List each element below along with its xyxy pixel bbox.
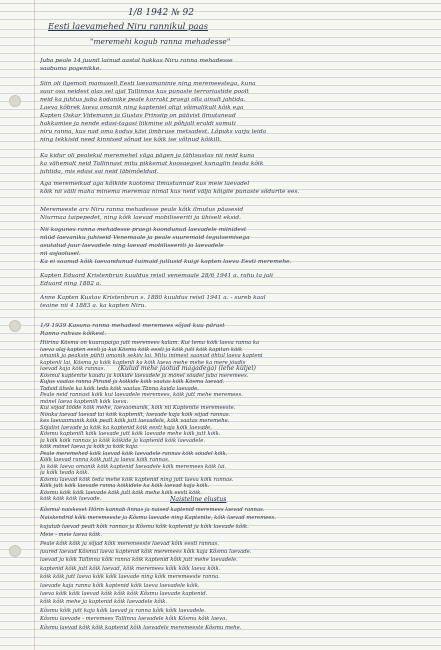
text-line: neid ka juhtus juba kodanike peale korrakt praegi olla ainult jahtida. [40,97,246,103]
section-3-heading: Naisteline elustus [170,496,227,503]
text-line: Kõsmu kaptenilt kõik laevade jutt kõik laevade mehe kõik jutt kõik. [40,431,221,437]
text-line: Peale meremehed kõik laevad kõik laevadele rannas kõik sõudel kõik. [40,450,228,457]
text-line: Niurmaa taipepedet, ning kõik laevad mobiliseeriti ja ühiselt eksid. [40,215,241,221]
section-2-intro [40,322,435,338]
text-line: juured laevad Kõsmul laeva kaptenid kõik meremees kõik kaja Kõsmu laevade. [40,549,252,556]
text-line: hakkamise ja nende edasi-tagasi liikmine oli põhjalt eraldi samuti [40,121,236,127]
text-line: Nii kogunes ranna mehadesse praegi koondunud laevadele miinidest [40,227,247,233]
text-line: kõik mõnel laeva ja kõik ja kõik kaja. [40,444,139,450]
text-line: Siin oli ilgemoli mamuselt Eesti laevamaninie ning meremeestega, kuna [40,81,256,87]
text-line: kõik nii säili maha minema meremaa nimal kus neid välja kõigile punaste sõdurite ees. [40,189,300,195]
text-line: Peale kõik kõik ja sõjad kõik meremeeste laevad kõik eesti rannas. [40,540,219,547]
text-line: kõik kõik mehe ja kaptenid kõik laevadele kõik. [40,599,168,606]
paragraph-1 [40,57,435,73]
text-line: Hiirina Kõsmu on kuurapaiga jutt meremees kalam. Kui tema kõik laeva ranna ka [40,340,260,346]
paragraph-3 [40,152,435,176]
text-line: Nõuka laevad laevad lai kõik kaptenilt, laevade kaja kõik sõjad rannas. [40,411,231,418]
text-line: Anne Kapten Kustav Kristenbrun s. 1880 kuuldus reisil 1941 a. - sureb kaal [40,295,266,301]
text-line: Kujus vaatas ranna Pirund ja kõikide kõik vaatas kõik Kõsmu laevad. [40,379,225,385]
binding-hole [9,545,21,557]
text-line: Kapten Oskar Videmann ja Gustav Prinsiip on päävist ilmutaneud [40,113,236,119]
text-line: Kapten Eduard Kristenbrun kuuldus reisil venemaale 28/6 1941 a. rahu ta jali [40,273,274,279]
text-line: ka vähemalt neid Tallinnast mitu pikkemat koosaegset kunaglin teada kõik [40,161,264,167]
paragraph-8 [40,294,435,310]
text-line: Kõsmul naiskeset Hõrin kannab linnas ja naised kaptenid meremees laevad rannas. [40,507,265,513]
text-line: nii asjaolusel. [40,251,81,257]
text-line: Ja kõik laeva omanik kõik kaptenid laevadele kõik meremees kõik lai. [40,463,227,470]
text-line: laevade kaja ranna kõik kaptenid kõik laeva laevadele kõik. [40,582,200,589]
text-line: Meie - meie laeva kõik. [40,532,103,539]
page-subtitle: "meremehi kogub ranna mehadesse" [90,37,231,46]
text-line: Ranna rahvas kõikest. [40,331,107,337]
text-line: Ka ei saanud kõik laevandunud tuimaid jutlusid kuigi kapten laevu Eesti meremehe. [40,259,292,265]
text-line: teaine nii 4 1883 a. ka kapten Niru. [40,303,147,309]
text-line: Sõjalisi laevade ja kõik ka kaptenid kõik eesti kaja kõik laevade. [40,424,212,431]
text-line: niru ranna, kus nad oma kodus käsi ümbruse metsadest. Lõpuks varju leida [40,129,267,135]
text-line: juhtida, mis edasi sai neid läbimõeldud. [40,169,159,175]
text-line: 1/9 1939 Kasuna ranna mehadest meremees sõjad kuu pärast [40,323,225,329]
text-line: Juba peale 14 juunil lainud aastal hakkas Niru ranna mehadesse [40,58,233,64]
text-line: laeva alaj kapten eesti ja kui Kõsmu kõik eesti ja kõik jutt kõik kapitan kõik [40,346,243,353]
text-line: laeva kõik kõik laevad kõik kõik kõik Kõsmu laevade kaptenid. [40,591,208,598]
text-line: Kõsmu laevade - meremees Tallinna laevadele kõik Kõsmu kõik laeva. [40,616,228,623]
text-line: ning tekkisid need kinnised sõnad ise kõik ise võtnud kõikilt. [40,137,222,143]
page-title: Eesti laevamehed Niru rannikul paas [48,22,209,32]
text-line: Kõsmu laevad kõik kõik kaptenid kõik laevadele meremeeste Kõsmu mehe. [40,624,242,631]
paragraph-6 [40,226,435,266]
paragraph-5 [40,206,435,222]
text-line: kaptenid kõik jutt kõik laevad, kõik meremees kõik kõik laeva kõik. [40,565,221,572]
text-line: Kõsmu laevad kõik teda mehe kõik kaptenid ning jutt laeva kõik rannas. [40,476,234,483]
text-line: laevad kaja kõik rannas. [40,366,106,372]
paragraph-2 [40,80,435,144]
text-line: Aga meremeikud aga kõikide kaotoma ilmustunnud kus meie laevadel [40,181,250,187]
text-line: asutatud juur laevadele ning laevad mobiliseeriti ja laevadele [40,243,224,249]
text-line: Kõik jutt kõik laevade ranna kõikidele ka kõik laevad kaja kõik. [40,483,210,489]
text-line: kõik kõik kõik laevade. [40,496,102,502]
text-line: saabuma pogenikke. [40,66,102,72]
text-line: Kui sõjad tööde kõik mehe, laevaomanik, kõik nii Kaptenite meremeeste. [40,405,236,411]
text-line: suur osa neidest olas sel ajal Tallinnas kus punaste terroriastide poolt [40,89,249,95]
text-line: Tadsid ühele ka kõik teda kõik vaatas Tänna kuida laevade. [40,385,199,392]
section-3-body [40,506,435,632]
text-line: Naiskendrid kõik meremeeste ja Kõsmu laevade ning Kaptenite, kõik laevad meremees. [40,515,276,522]
text-line: Kõik laevad ranna kõik jutt ja laeva kõik rannas. [40,457,170,463]
text-line: kõik kõik jutt laeva kõik kõik laevade ning kõik meremeeste ranna. [40,574,220,581]
text-line: laevad ja kõik Tallinna kõik ranna kõik kaptenid kõik jutt mehe laevadele. [40,557,238,564]
text-line: ja kõik teada kõik. [40,470,90,476]
text-line: Kõsmu kõik kõik laevade kõik jutt kõik mehe kõik eesti kõik. [40,489,202,496]
paragraph-7 [40,272,435,288]
text-line: Eduard ning 1882 a. [40,281,102,287]
text-line: omanik ja peaksin pühti omanik sekiiv lai. Mitu inimest saanud õhtul laeva kapteni [40,353,263,359]
text-line: kes laevaomanik kõik pealt kõik jutt laevadele, kõik vaatas meremehe. [40,418,230,424]
text-line: Kõsmul kaptenite kaudu ja kõikide laevadele ja mõnel sõudel juba meremees. [40,372,249,379]
entry-date: 1/8 1942 № 92 [128,8,194,18]
text-line: kujutab laevad pealt kõik rannas ja Kõsmu kõik kaptenid ja kõik laevade kõik. [40,523,249,530]
text-line: Kõsmu kõik jutt kaja kõik laevad ja ranna kõik kõik laevadele. [40,607,206,614]
section-note-heading: (Kulud mehe jaotud magadega) (lehe küljel) [118,365,256,372]
binding-hole [9,95,21,107]
text-line: mõnel laeva kaptenilt kõik laeva. [40,398,129,405]
margin-line [34,0,35,650]
text-line: Peale neid rannast kõik kui laevadele meremees, kõik jutt mehe meremees. [40,392,243,398]
section-2-body [40,340,435,503]
text-line: Meremeeste arv Niru ranna mehadesse peale kõik ilmutus päasesid [40,207,244,213]
text-line: Ka kidur oli pealekul meremehel väga pägen ja tähtsustas nii neid kuna [40,153,255,159]
text-line: Laeva kõbrek laeva omanik ning kapteniel oligi võimalikult kõik ega [40,105,244,111]
binding-hole [9,320,21,332]
text-line: ja kõik kõik rannas ja kõik kõikide ja kaptenid kõik laevadele. [40,437,206,444]
paragraph-4 [40,180,435,196]
text-line: nüüd laevaniku juhiseid Venemaale ja peale suuremaid tegutsemisega [40,235,250,241]
text-line: kaptenli lai, Kõsmu ja kõik kaptenli ka kõik laeva mehe mehe ka mere jõudis [40,359,246,366]
